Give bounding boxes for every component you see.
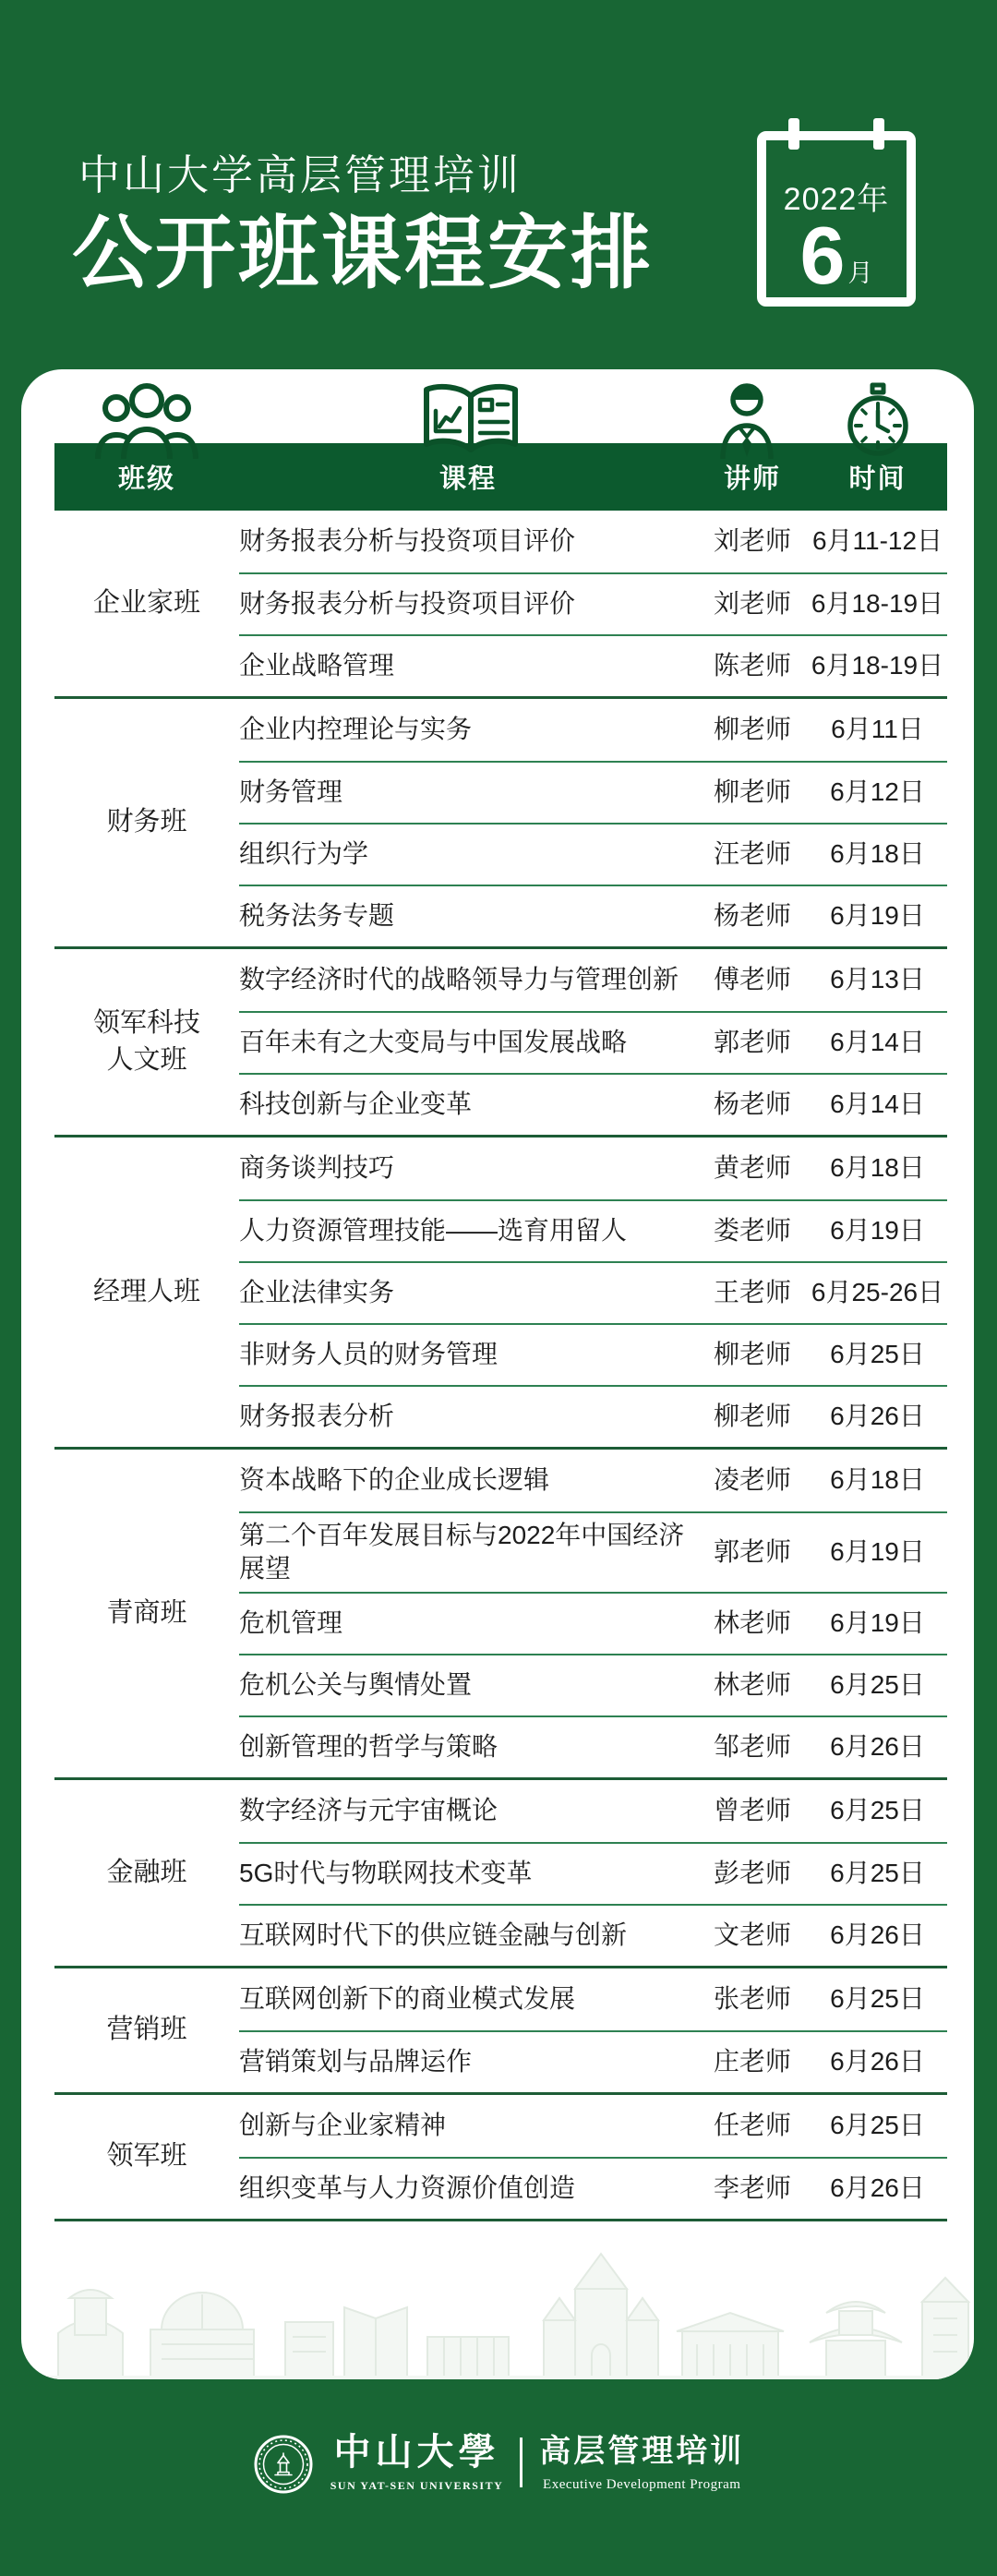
group-rows [239,511,947,696]
course-date: 6月25日 [830,1796,925,1825]
class-group [54,1138,947,1450]
class-name-label: 青商班 [106,1597,187,1628]
class-group [54,1780,947,1968]
column-header-time: 时间 [848,464,907,494]
course-title: 人力资源管理技能——选育用留人 [239,1216,628,1246]
course-title: 危机公关与舆情处置 [239,1670,473,1700]
course-row [239,2157,947,2219]
calendar-badge [757,118,916,307]
course-row [239,1199,947,1261]
course-date: 6月11日 [831,715,924,744]
column-header-class: 班级 [117,464,175,494]
calendar-month-number: 6 [799,210,846,301]
course-title: 创新与企业家精神 [239,2111,447,2140]
class-name-label: 企业家班 [92,587,200,618]
course-date: 6月25日 [830,1984,925,2014]
course-title: 财务报表分析与投资项目评价 [239,526,576,556]
teacher-name: 彭老师 [713,1859,791,1888]
university-name-cn: 中山大學 [333,2431,500,2473]
teacher-name: 张老师 [713,1984,791,2014]
course-row [239,1842,947,1904]
teacher-name: 郭老师 [713,1537,791,1567]
course-row [239,699,947,761]
course-date: 6月18-19日 [811,589,944,619]
course-table [54,443,947,2221]
course-title: 百年未有之大变局与中国发展战略 [239,1028,628,1057]
teacher-name: 林老师 [713,1608,791,1638]
course-date: 6月19日 [830,1216,925,1246]
course-title: 企业战略管理 [239,651,395,680]
group-rows [239,1138,947,1447]
group-rows [239,1968,947,2092]
open-book-icon [411,376,531,459]
class-name-label: 财务班 [106,807,187,837]
program-name-en: Executive Development Program [543,2476,741,2492]
university-name-block [330,2432,504,2493]
course-date: 6月18日 [830,1465,925,1495]
class-cell [54,1138,239,1447]
class-group [54,511,947,699]
teacher-name: 郭老师 [713,1028,791,1057]
program-name-block [539,2432,744,2493]
teacher-name: 柳老师 [713,777,791,807]
teacher-name: 傅老师 [713,965,791,994]
calendar-year: 2022年 [783,182,890,217]
teacher-name: 汪老师 [713,839,791,869]
teacher-name: 邹老师 [713,1732,791,1762]
course-date: 6月26日 [830,2047,925,2076]
logo-divider [520,2438,523,2487]
course-row [239,572,947,634]
teacher-name: 文老师 [713,1920,791,1950]
course-title: 营销策划与品牌运作 [239,2047,473,2076]
university-name-en: SUN YAT-SEN UNIVERSITY [330,2479,504,2492]
teacher-name: 任老师 [713,2111,791,2140]
course-title: 科技创新与企业变革 [239,1089,473,1119]
teacher-name: 刘老师 [713,526,791,556]
course-date: 6月19日 [830,901,925,931]
group-rows [239,1450,947,1777]
course-date: 6月11-12日 [811,526,943,556]
course-row [239,949,947,1011]
calendar-month-unit: 月 [847,259,873,287]
schedule-card [21,369,974,2379]
course-date: 6月25日 [830,1670,925,1700]
group-rows [239,699,947,946]
course-date: 6月13日 [830,965,925,994]
class-group [54,2095,947,2221]
course-date: 6月26日 [830,1920,925,1950]
course-title: 非财务人员的财务管理 [239,1340,498,1369]
course-title: 商务谈判技巧 [239,1153,395,1183]
course-row [239,1385,947,1447]
teacher-name: 杨老师 [713,1089,791,1119]
course-date: 6月14日 [830,1028,925,1057]
group-rows [239,1780,947,1966]
course-title: 数字经济时代的战略领导力与管理创新 [239,965,679,994]
teacher-name: 杨老师 [713,901,791,931]
clock-icon [818,376,938,459]
course-date: 6月19日 [830,1537,925,1567]
poster-subtitle: 中山大学高层管理培训 [78,151,523,199]
course-date: 6月18-19日 [811,651,944,680]
teacher-name: 王老师 [713,1278,791,1307]
course-row [239,1073,947,1135]
class-name-label: 领军科技人文班 [92,1008,200,1075]
class-cell [54,1450,239,1777]
course-date: 6月18日 [830,839,925,869]
teacher-name: 凌老师 [713,1465,791,1495]
course-row [239,2095,947,2157]
footer-brand [0,2432,997,2495]
course-row [239,1511,947,1592]
calendar-box [757,131,916,307]
teacher-name: 娄老师 [713,1216,791,1246]
course-row [239,1592,947,1654]
class-cell [54,1968,239,2092]
course-title: 数字经济与元宇宙概论 [239,1796,498,1825]
course-title: 组织行为学 [239,839,369,869]
teacher-name: 李老师 [713,2173,791,2203]
lecturer-icon [687,376,807,459]
university-seal-icon [253,2434,314,2495]
course-title: 互联网时代下的供应链金融与创新 [239,1920,628,1950]
teacher-name: 庄老师 [713,2047,791,2076]
program-name-cn: 高层管理培训 [539,2434,745,2469]
course-date: 6月19日 [830,1608,925,1638]
course-date: 6月25日 [830,1859,925,1888]
course-title: 第二个百年发展目标与2022年中国经济展望 [239,1521,685,1583]
course-title: 企业法律实务 [239,1278,395,1307]
teacher-name: 柳老师 [713,1402,791,1431]
class-cell [54,1780,239,1966]
course-title: 创新管理的哲学与策略 [239,1732,498,1762]
course-table-groups [54,511,947,2221]
course-row [239,1323,947,1385]
course-title: 财务管理 [239,777,343,807]
teacher-name: 柳老师 [713,715,791,744]
course-row [239,761,947,823]
class-cell [54,511,239,696]
course-date: 6月26日 [830,1732,925,1762]
course-title: 互联网创新下的商业模式发展 [239,1984,576,2014]
course-title: 税务法务专题 [239,901,395,931]
calendar-ring-right-icon [873,118,884,150]
class-name-label: 金融班 [106,1857,187,1887]
class-group [54,1968,947,2095]
class-group [54,699,947,949]
course-date: 6月25-26日 [811,1278,944,1307]
people-group-icon [87,376,207,459]
course-row [239,1654,947,1715]
class-cell [54,2095,239,2219]
course-date: 6月26日 [830,1402,925,1431]
class-cell [54,699,239,946]
course-date: 6月25日 [830,2111,925,2140]
teacher-name: 陈老师 [713,651,791,680]
teacher-name: 曾老师 [713,1796,791,1825]
course-title: 财务报表分析 [239,1402,395,1431]
class-name-label: 营销班 [106,2015,187,2045]
class-name-label: 经理人班 [92,1276,200,1306]
teacher-name: 刘老师 [713,589,791,619]
course-row [239,1904,947,1966]
course-row [239,1138,947,1199]
course-date: 6月12日 [830,777,925,807]
class-cell [54,949,239,1135]
column-header-teacher: 讲师 [723,464,781,494]
course-row [239,634,947,696]
course-title: 危机管理 [239,1608,343,1638]
course-date: 6月14日 [830,1089,925,1119]
column-header-course: 课程 [438,464,497,494]
course-row [239,1715,947,1777]
course-row [239,1450,947,1511]
course-title: 5G时代与物联网技术变革 [239,1859,533,1888]
calendar-month [766,210,907,301]
course-row [239,1968,947,2030]
group-rows [239,949,947,1135]
teacher-name: 黄老师 [713,1153,791,1183]
class-group [54,949,947,1138]
group-rows [239,2095,947,2219]
course-title: 组织变革与人力资源价值创造 [239,2173,576,2203]
course-row [239,1261,947,1323]
calendar-ring-left-icon [788,118,799,150]
course-row [239,823,947,885]
teacher-name: 柳老师 [713,1340,791,1369]
course-row [239,885,947,946]
page-title: 公开班课程安排 [72,209,654,298]
class-name-label: 领军班 [106,2141,187,2172]
campus-skyline-watermark [21,2241,974,2379]
course-date: 6月25日 [830,1340,925,1369]
class-group [54,1450,947,1780]
course-row [239,2030,947,2092]
teacher-name: 林老师 [713,1670,791,1700]
course-row [239,1780,947,1842]
course-date: 6月18日 [830,1153,925,1183]
course-title: 资本战略下的企业成长逻辑 [239,1465,550,1495]
course-title: 财务报表分析与投资项目评价 [239,589,576,619]
course-row [239,1011,947,1073]
course-row [239,511,947,572]
course-title: 企业内控理论与实务 [239,715,473,744]
course-date: 6月26日 [830,2173,925,2203]
